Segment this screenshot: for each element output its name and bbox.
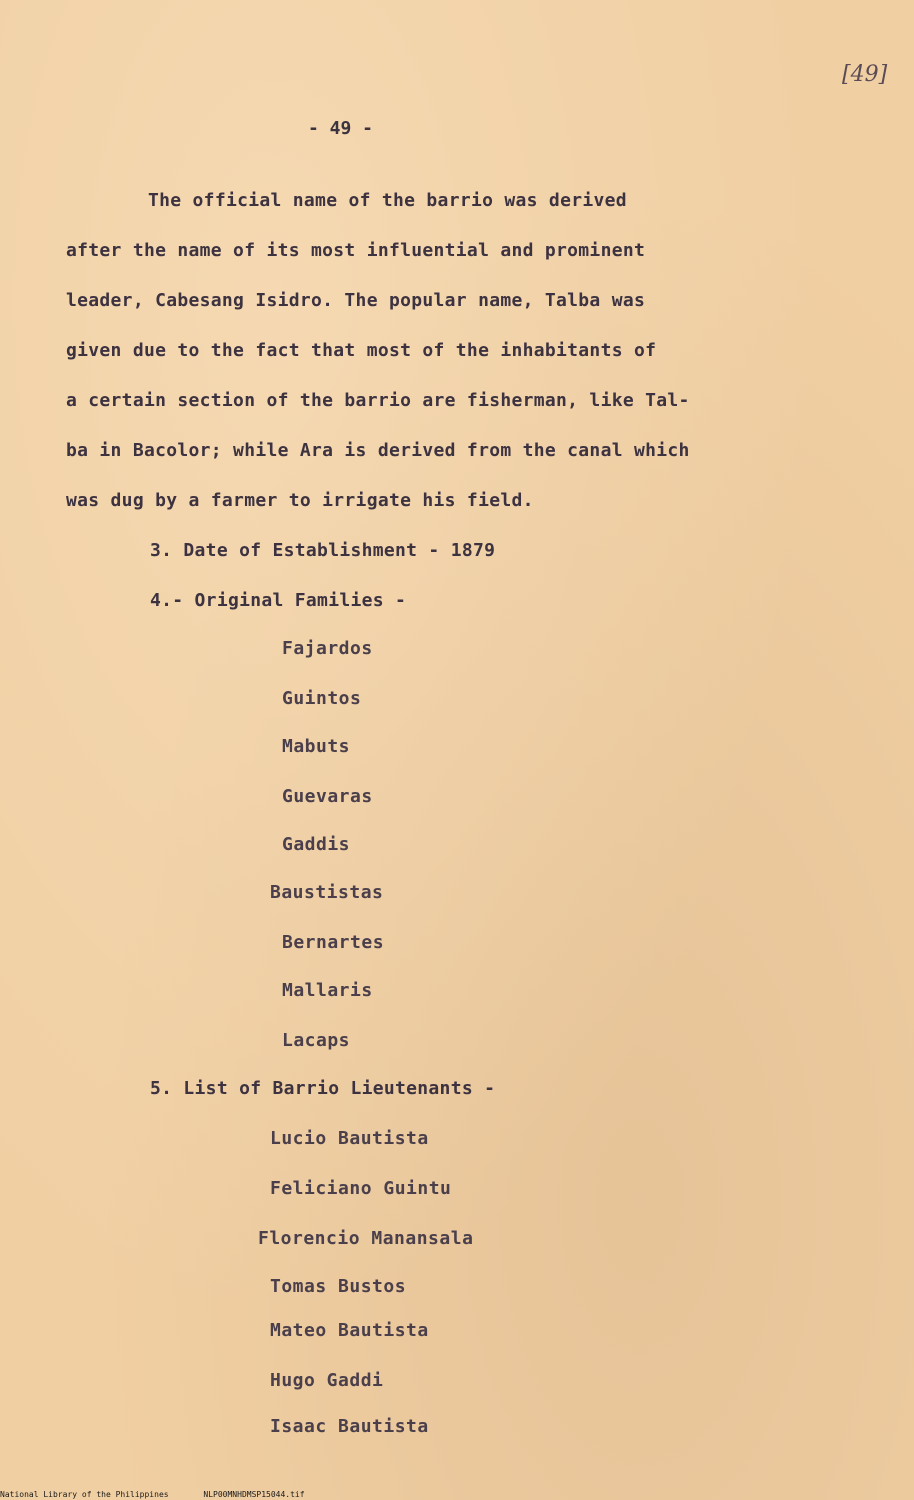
list-item: Guevaras [282,786,373,807]
list-item: Feliciano Guintu [270,1178,452,1199]
paragraph-line: was dug by a farmer to irrigate his field. [66,490,534,511]
list-item: Mabuts [282,736,351,757]
list-item: Baustistas [270,882,384,903]
list-item: Guintos [282,688,362,709]
paragraph-line: given due to the fact that most of the inhabitants of [66,340,657,361]
list-item: Isaac Bautista [270,1416,429,1437]
list-item: Gaddis [282,834,351,855]
list-item: Hugo Gaddi [270,1370,384,1391]
paragraph-line: The official name of the barrio was derived [148,190,627,211]
page-number: - 49 - [308,118,374,139]
list-item: Bernartes [282,932,385,953]
list-item: Florencio Manansala [258,1228,474,1249]
paragraph-line: a certain section of the barrio are fisherman, like Tal- [66,390,690,411]
section-original-families: 4.- Original Families - [150,590,407,611]
scan-footer [0,1490,335,1499]
handwritten-page-number: [49] [842,62,888,87]
list-item: Tomas Bustos [270,1276,407,1297]
list-item: Mateo Bautista [270,1320,429,1341]
library-name: National Library of the Philippines [0,1490,169,1499]
list-item: Mallaris [282,980,373,1001]
paragraph-line: leader, Cabesang Isidro. The popular name, Talba was [66,290,646,311]
paragraph-line: after the name of its most influential and prominent [66,240,646,261]
list-item: Lucio Bautista [270,1128,429,1149]
section-date-of-establishment: 3. Date of Establishment - 1879 [150,540,496,561]
list-item: Lacaps [282,1030,351,1051]
section-barrio-lieutenants: 5. List of Barrio Lieutenants - [150,1078,496,1099]
list-item: Fajardos [282,638,373,659]
file-name: NLP00MNHDMSP15044.tif [203,1490,305,1499]
paragraph-line: ba in Bacolor; while Ara is derived from the canal which [66,440,690,461]
